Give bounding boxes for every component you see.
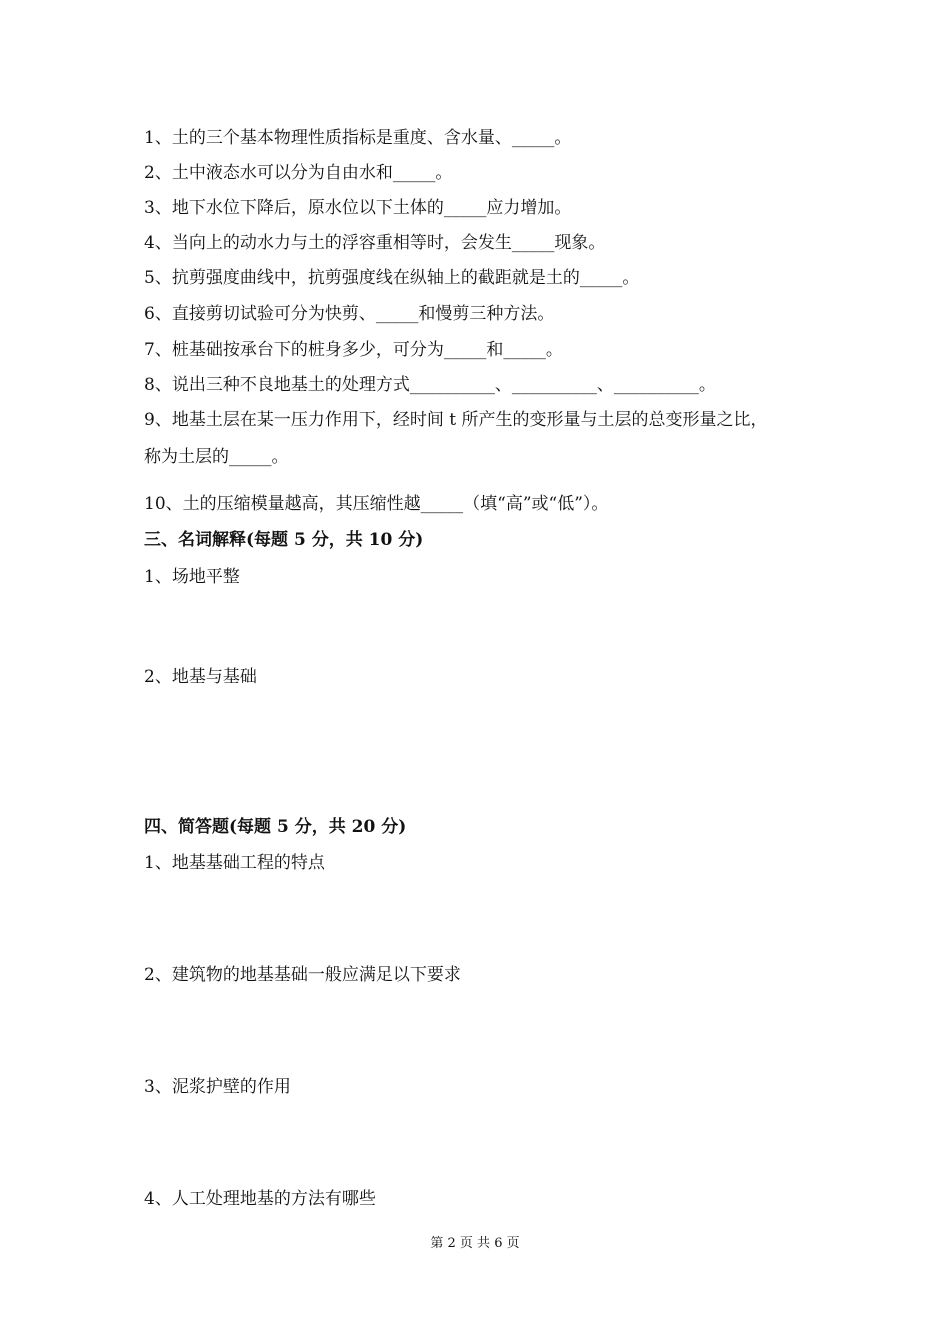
section-4-item-1: 1、地基基础工程的特点	[144, 853, 325, 873]
section-4-title: 四、简答题(每题 5 分，共 20 分)	[144, 817, 407, 837]
fill-blank-9-continued: 称为土层的_____。	[144, 447, 289, 467]
page-footer: 第 2 页 共 6 页	[430, 1236, 520, 1251]
fill-blank-8: 8、说出三种不良地基土的处理方式__________、__________、__________。	[144, 375, 716, 395]
section-4-item-3: 3、泥浆护壁的作用	[144, 1077, 291, 1097]
fill-blank-5: 5、抗剪强度曲线中，抗剪强度线在纵轴上的截距就是土的_____。	[144, 268, 640, 288]
fill-blank-3: 3、地下水位下降后，原水位以下土体的_____应力增加。	[144, 198, 572, 218]
section-3-item-1: 1、场地平整	[144, 567, 240, 587]
section-3-title: 三、名词解释(每题 5 分，共 10 分)	[144, 530, 424, 550]
section-4-item-2: 2、建筑物的地基基础一般应满足以下要求	[144, 965, 461, 985]
fill-blank-9: 9、地基土层在某一压力作用下，经时间 t 所产生的变形量与土层的总变形量之比，	[144, 410, 768, 430]
fill-blank-2: 2、土中液态水可以分为自由水和_____。	[144, 163, 453, 183]
fill-blank-6: 6、直接剪切试验可分为快剪、_____和慢剪三种方法。	[144, 304, 555, 324]
fill-blank-1: 1、土的三个基本物理性质指标是重度、含水量、_____。	[144, 128, 572, 148]
section-3-item-2: 2、地基与基础	[144, 667, 257, 687]
fill-blank-4: 4、当向上的动水力与土的浮容重相等时，会发生_____现象。	[144, 233, 606, 253]
fill-blank-10: 10、土的压缩模量越高，其压缩性越_____（填“高”或“低”）。	[144, 494, 609, 514]
section-4-item-4: 4、人工处理地基的方法有哪些	[144, 1189, 376, 1209]
fill-blank-7: 7、桩基础按承台下的桩身多少，可分为_____和_____。	[144, 340, 563, 360]
